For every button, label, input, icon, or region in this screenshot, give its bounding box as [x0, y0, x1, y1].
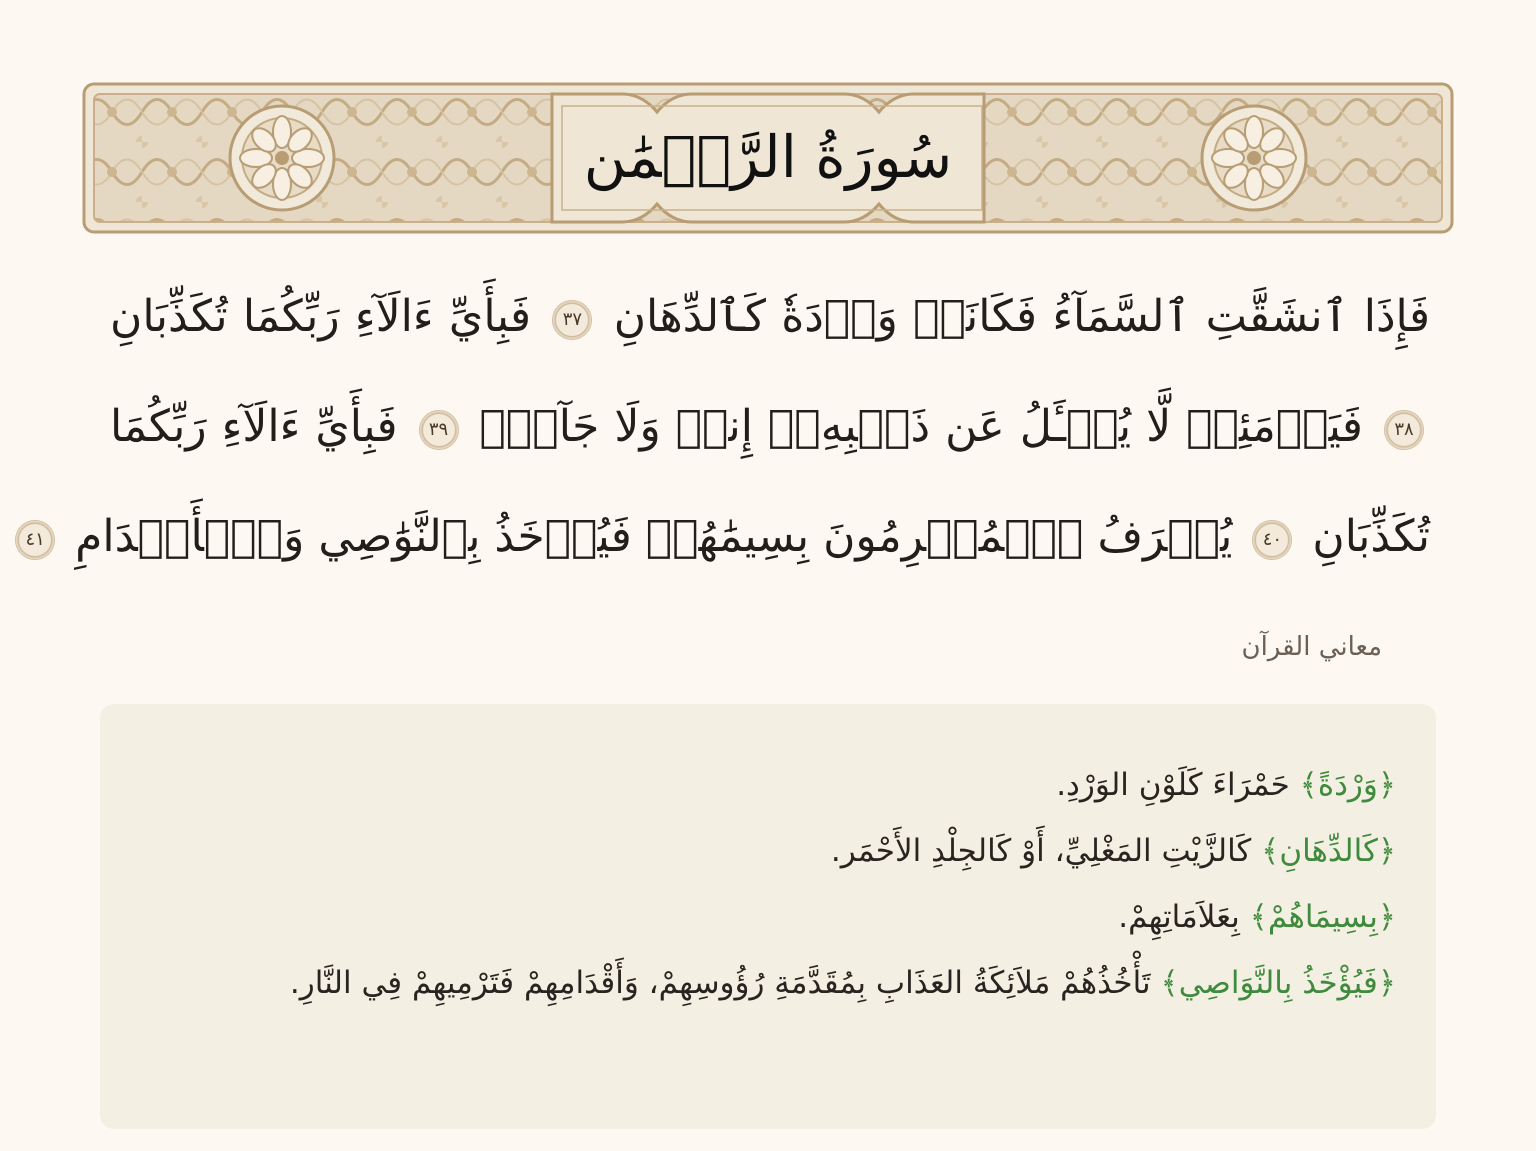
- right-rosette-icon: [1202, 106, 1306, 210]
- verse-text: فَيَوۡمَئِذٖ لَّا يُسۡـَٔلُ عَن ذَنۢبِهِۦٓ إِنسٞ وَلَا جَآنّٞ: [479, 401, 1363, 452]
- open-bracket: ﴿: [1377, 965, 1396, 1001]
- meaning-explanation: بِعَلاَمَاتِهِمْ.: [1118, 899, 1240, 935]
- verse-line: [25, 482, 1430, 592]
- open-bracket: ﴿: [1377, 899, 1396, 935]
- meaning-term: بِسِيمَاهُمْ: [1267, 899, 1378, 935]
- surah-title: سُورَةُ الرَّحۡمَٰن: [583, 123, 953, 191]
- verse-text: فَبِأَيِّ ءَالَآءِ رَبِّكُمَا: [110, 401, 398, 452]
- meanings-section-label: معاني القرآن: [1241, 632, 1382, 662]
- ayah-number-marker: ٣٩: [419, 410, 459, 450]
- meanings-list: [140, 752, 1396, 1016]
- close-bracket: ﴾: [1251, 833, 1280, 869]
- ayah-number-marker: ٤١: [15, 520, 55, 560]
- verse-line: [110, 262, 1430, 372]
- meaning-item: [140, 950, 1396, 1016]
- open-bracket: ﴿: [1377, 767, 1396, 803]
- verse-text: يُعۡرَفُ ٱلۡمُجۡرِمُونَ بِسِيمَٰهُمۡ فَيُؤۡخَذُ بِٱلنَّوَٰصِي وَٱلۡأَقۡدَامِ: [75, 511, 1233, 562]
- meaning-explanation: تَأْخُذُهُمْ مَلاَئِكَةُ العَذَابِ بِمُقَدَّمَةِ رُؤُوسِهِمْ، وَأَقْدَامِهِمْ فَتَرْمِيهِمْ فِي النَّارِ.: [289, 965, 1151, 1001]
- meaning-term: وَرْدَةً: [1317, 767, 1378, 803]
- ayah-number-marker: ٣٧: [552, 300, 592, 340]
- meaning-explanation: كَالزَّيْتِ المَغْلِيِّ، أَوْ كَالجِلْدِ الأَحْمَر.: [830, 833, 1252, 869]
- ayah-number-marker: ٤٠: [1252, 520, 1292, 560]
- close-bracket: ﴾: [1239, 899, 1268, 935]
- open-bracket: ﴿: [1377, 833, 1396, 869]
- close-bracket: ﴾: [1289, 767, 1318, 803]
- meanings-panel: [100, 704, 1436, 1129]
- verse-text: فَبِأَيِّ ءَالَآءِ رَبِّكُمَا تُكَذِّبَانِ: [110, 291, 532, 342]
- verse-line: [110, 372, 1430, 482]
- verse-text: فَإِذَا ٱنشَقَّتِ ٱلسَّمَآءُ فَكَانَتۡ وَرۡدَةٗ كَٱلدِّهَانِ: [613, 291, 1430, 342]
- verse-text: تُكَذِّبَانِ: [1312, 511, 1430, 562]
- quran-verses: [25, 262, 1430, 592]
- left-rosette-icon: [230, 106, 334, 210]
- close-bracket: ﴾: [1150, 965, 1179, 1001]
- meaning-item: [140, 818, 1396, 884]
- meaning-term: فَيُؤْخَذُ بِالنَّوَاصِي: [1178, 965, 1378, 1001]
- ayah-number-marker: ٣٨: [1384, 410, 1424, 450]
- meaning-explanation: حَمْرَاءَ كَلَوْنِ الوَرْدِ.: [1056, 767, 1290, 803]
- meaning-item: [140, 884, 1396, 950]
- surah-header-banner: [82, 82, 1454, 234]
- meaning-term: كَالدِّهَانِ: [1279, 833, 1378, 869]
- meaning-item: [140, 752, 1396, 818]
